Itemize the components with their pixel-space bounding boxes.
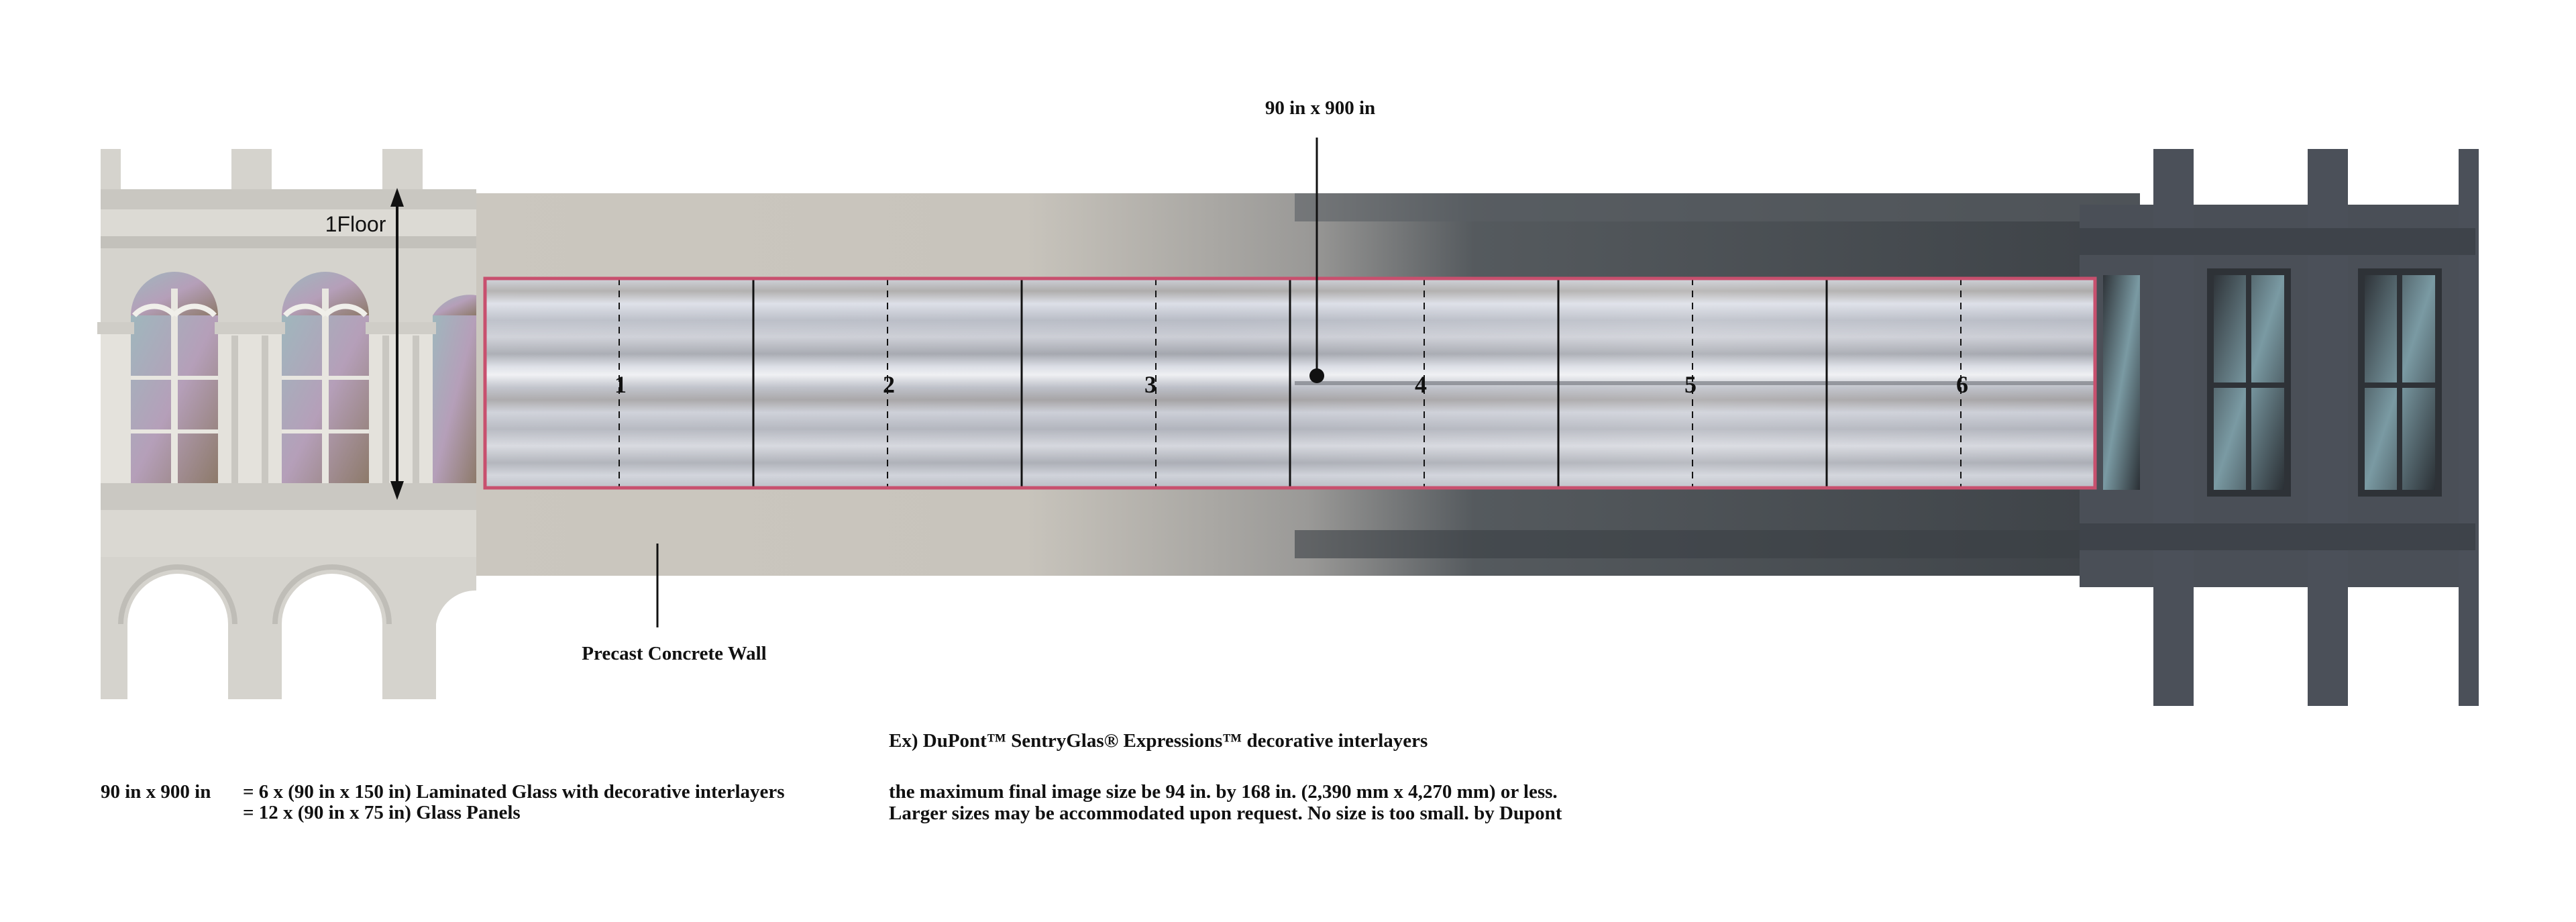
- example-title: Ex) DuPont™ SentryGlas® Expressions™ decorative interlayers: [889, 730, 1428, 752]
- left-building: [97, 149, 476, 699]
- panel-number-3: 3: [1144, 371, 1157, 398]
- panel-number-1: 1: [614, 371, 627, 398]
- right-building: [2080, 149, 2479, 706]
- example-note-1: the maximum final image size be 94 in. by 168 in. (2,390 mm x 4,270 mm) or less.: [889, 781, 1558, 803]
- glass-panel-band: [485, 278, 2095, 488]
- top-dimension-label: 90 in x 900 in: [1265, 97, 1376, 119]
- floor-label: 1Floor: [325, 212, 386, 236]
- panel-number-5: 5: [1684, 371, 1697, 398]
- spec-line-2: = 12 x (90 in x 75 in) Glass Panels: [243, 802, 521, 823]
- example-note-2: Larger sizes may be accommodated upon request. No size is too small. by Dupont: [889, 803, 1562, 824]
- spec-line-1: = 6 x (90 in x 150 in) Laminated Glass with decorative interlayers: [243, 781, 785, 803]
- wall-label: Precast Concrete Wall: [582, 643, 767, 664]
- panel-number-6: 6: [1956, 371, 1968, 398]
- panel-number-2: 2: [883, 371, 895, 398]
- panel-number-4: 4: [1415, 371, 1427, 398]
- spec-size: 90 in x 900 in: [101, 781, 211, 803]
- top-dimension-dot: [1309, 368, 1324, 383]
